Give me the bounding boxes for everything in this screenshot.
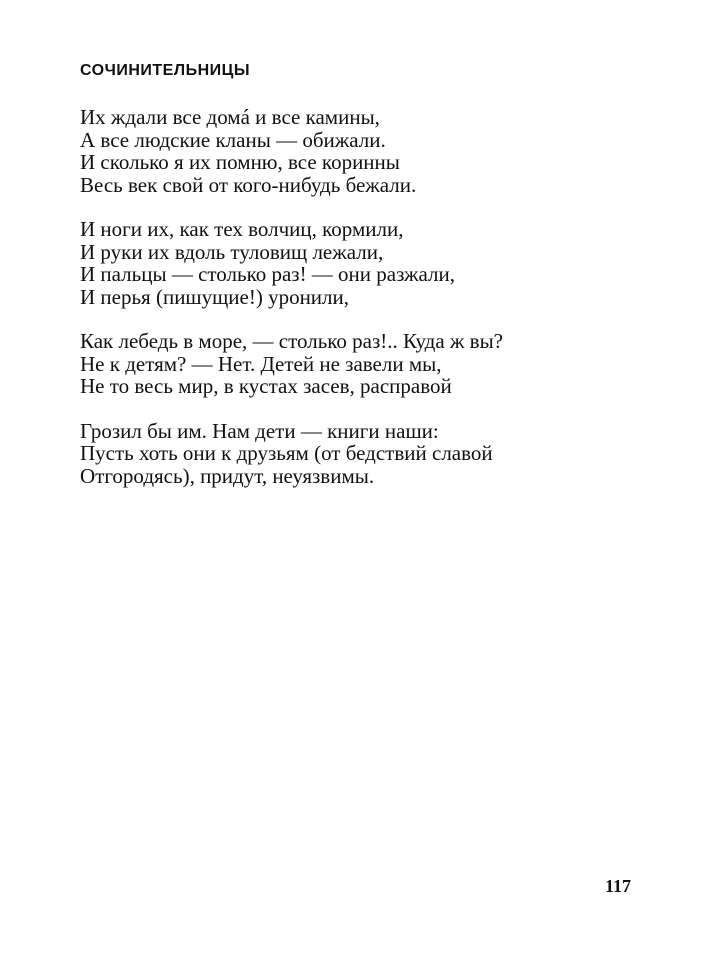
poem-line: И руки их вдоль туловищ лежали, xyxy=(80,239,384,264)
poem-line: Их ждали все домá и все камины, xyxy=(80,105,380,129)
poem-line: И ноги их, как тех волчиц, кормили, xyxy=(80,217,404,241)
page-number: 117 xyxy=(605,876,632,896)
poem-body xyxy=(80,106,640,509)
poem-line: Пусть хоть они к друзьям (от бедствий славой xyxy=(80,441,493,465)
poem-line: И перья (пишущие!) уронили, xyxy=(80,284,350,309)
poem-line: А все людские кланы — обижали. xyxy=(80,127,386,152)
poem-line: И пальцы — столько раз! — они разжали, xyxy=(80,262,456,286)
stanza-4 xyxy=(80,420,640,488)
poem-line: Не к детям? — Нет. Детей не завели мы, xyxy=(80,351,442,376)
stanza-3 xyxy=(80,330,640,398)
poem-title: СОЧИНИТЕЛЬНИЦЫ xyxy=(80,62,250,79)
poem-line: Как лебедь в море, — столько раз!.. Куда ж вы? xyxy=(80,329,504,353)
poem-line: Не то весь мир, в кустах засев, расправой xyxy=(80,374,452,398)
stanza-2 xyxy=(80,218,640,308)
poem-line: Грозил бы им. Нам дети — книги наши: xyxy=(80,418,439,443)
poem-line: Отгородясь), придут, неуязвимы. xyxy=(80,463,375,488)
poem-line: Весь век свой от кого-нибудь бежали. xyxy=(80,172,417,197)
stanza-1 xyxy=(80,106,640,196)
poem-line: И сколько я их помню, все коринны xyxy=(80,150,400,174)
